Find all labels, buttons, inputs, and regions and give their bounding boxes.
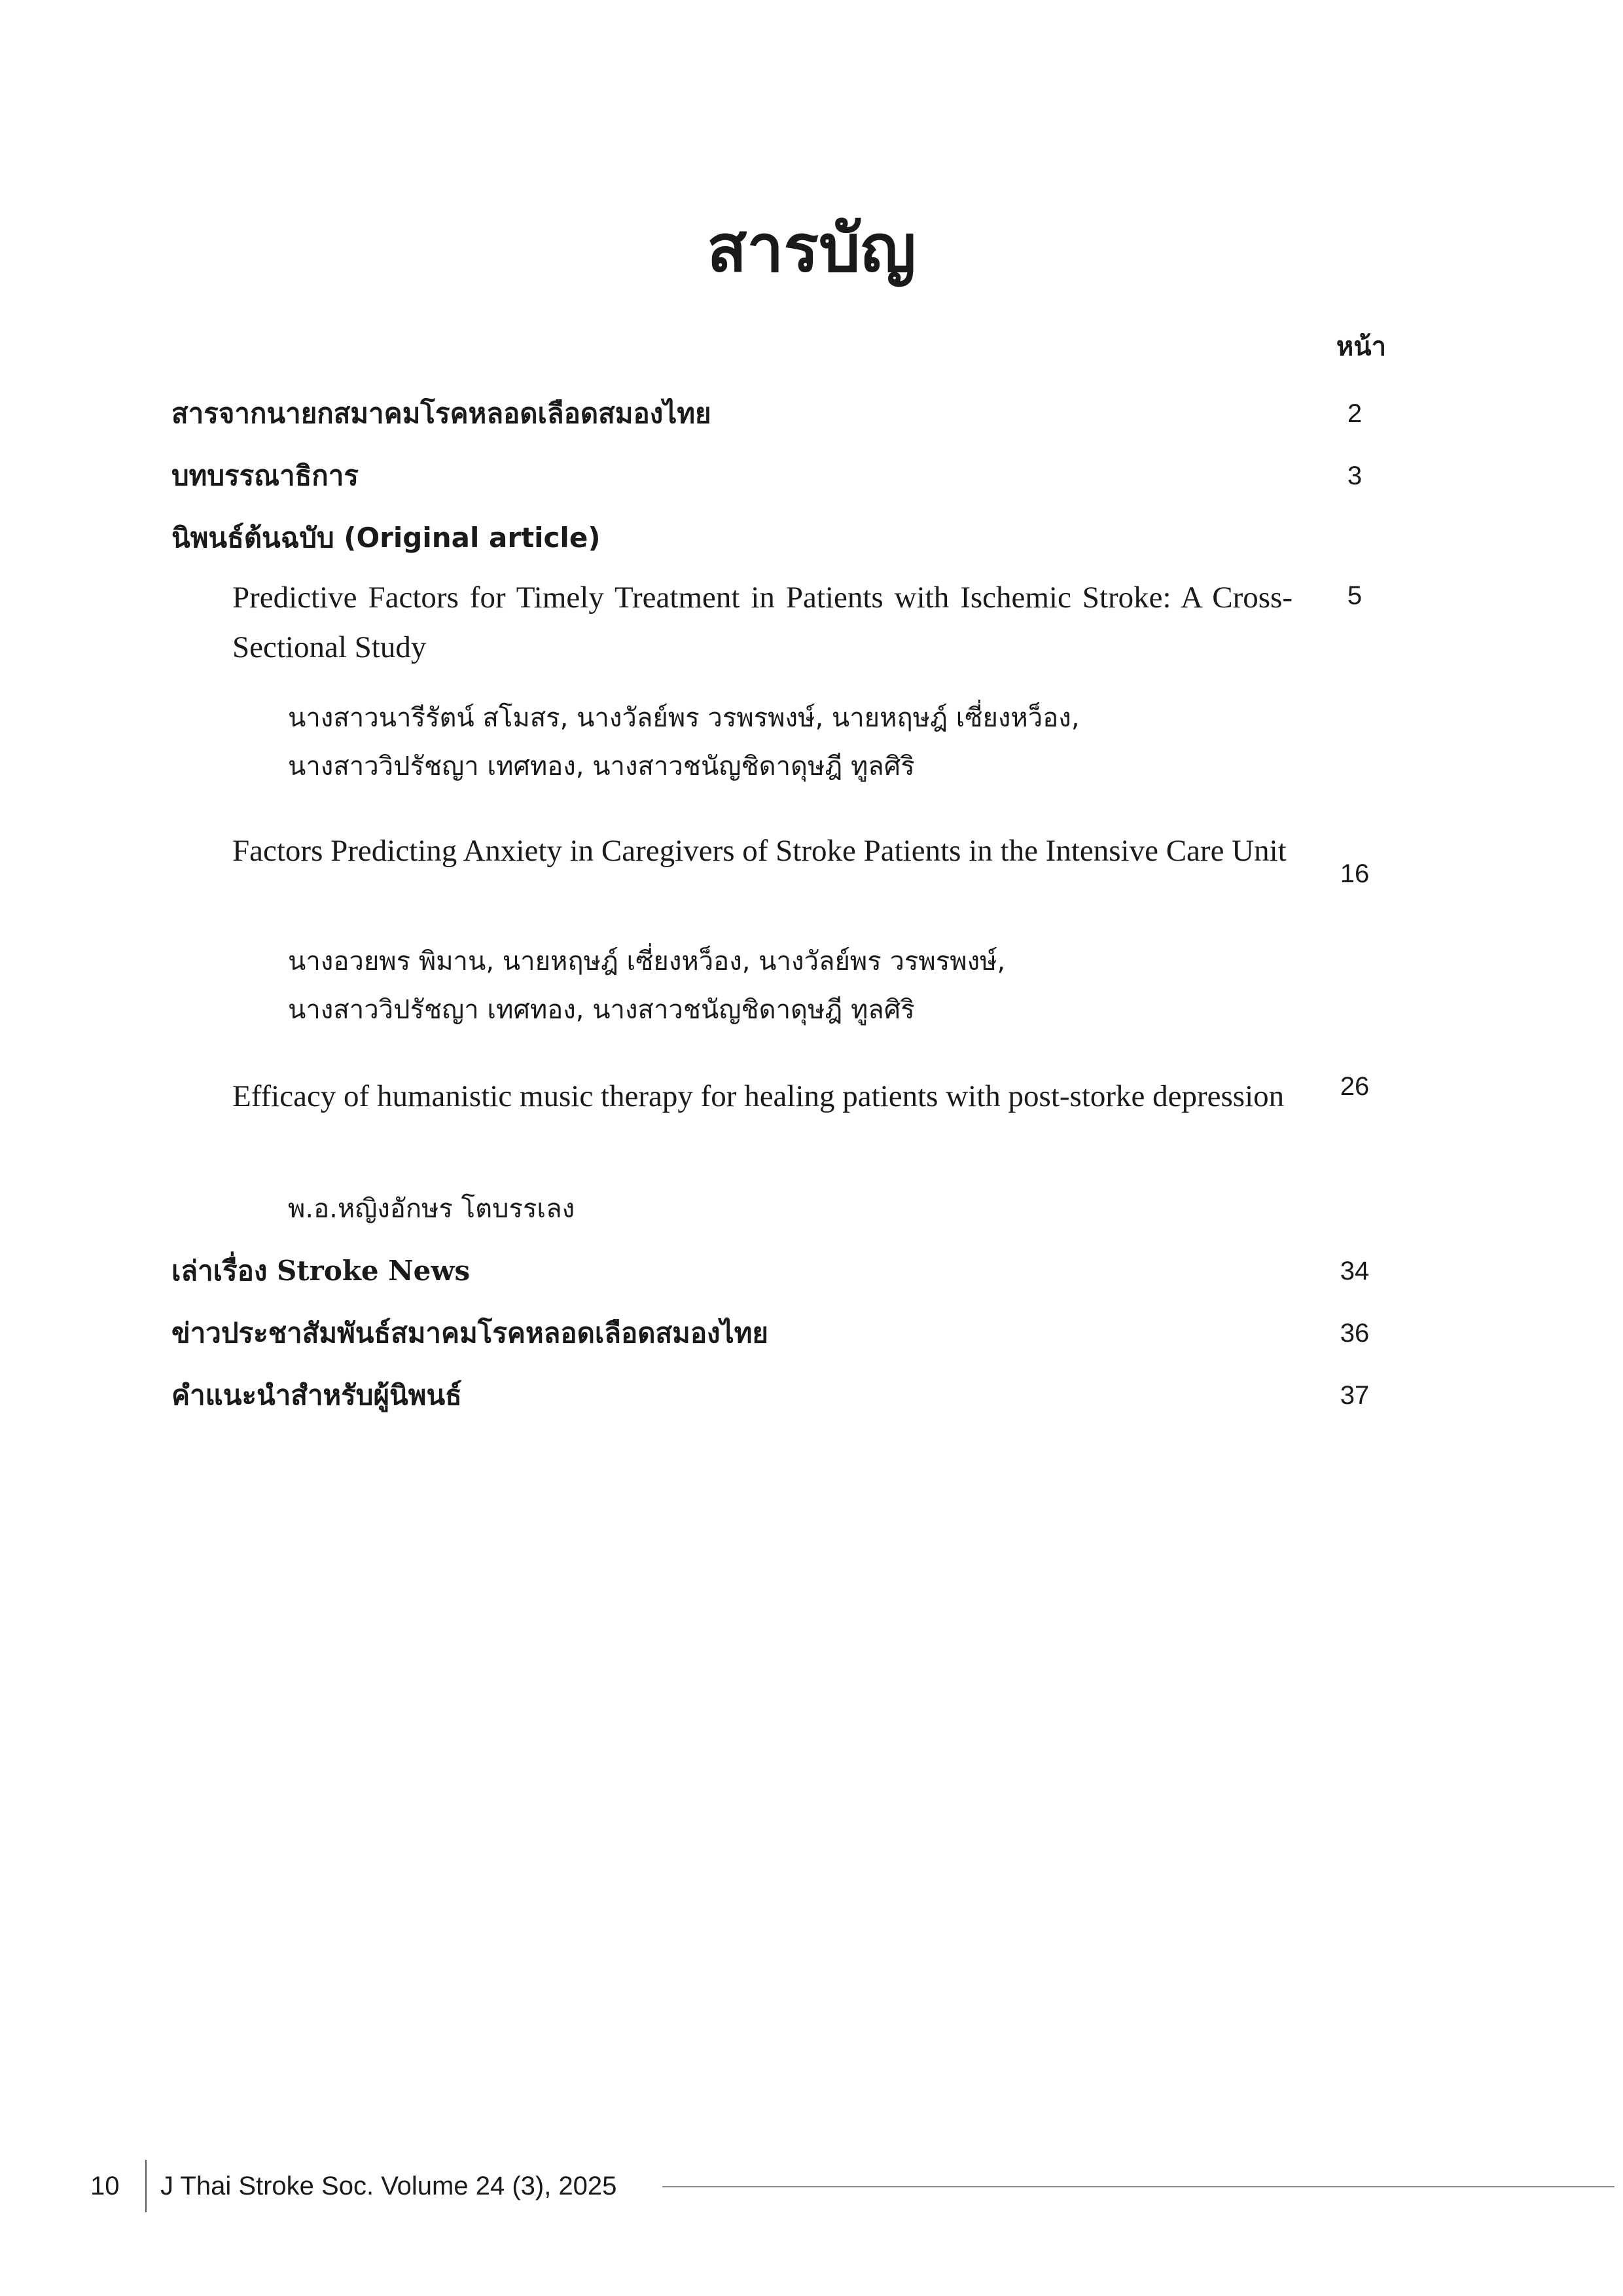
toc-section-label-th: เล่าเรื่อง — [171, 1255, 277, 1287]
toc-section-label: นิพนธ์ต้นฉบับ (Original article) — [171, 522, 601, 554]
footer-rule — [662, 2186, 1614, 2187]
toc-section-president-message[interactable] — [171, 394, 711, 433]
page-title: สารบัญ — [707, 210, 916, 287]
authors-line: นางอวยพร พิมาน, นายหฤษฎ์ เซี่ยงหว็อง, นางวัลย์พร วรพรพงษ์, — [288, 946, 1006, 977]
toc-article-title[interactable]: Efficacy of humanistic music therapy for healing patients with post-storke depression — [232, 1079, 1285, 1113]
toc-page-number: 34 — [1340, 1257, 1370, 1285]
toc-section-public-relations[interactable] — [171, 1314, 768, 1353]
page-column-header: หน้า — [1336, 332, 1387, 362]
toc-page-number: 3 — [1347, 461, 1363, 490]
toc-section-original-article[interactable] — [171, 518, 601, 558]
toc-section-label: บทบรรณาธิการ — [171, 459, 359, 492]
toc-page-number: 36 — [1340, 1319, 1370, 1348]
toc-section-label-th: ข่าวประชาสัมพันธ์สมาคมโรคหลอดเลือดสมองไทย — [171, 1317, 768, 1349]
toc-section-stroke-news[interactable] — [171, 1251, 470, 1291]
toc-section-label: สารจากนายกสมาคมโรคหลอดเลือดสมองไทย — [171, 397, 711, 429]
toc-section-label-th: คำแนะนำสำหรับผู้นิพนธ์ — [171, 1379, 462, 1411]
toc-page-number: 2 — [1347, 399, 1363, 428]
toc-page-number: 5 — [1347, 581, 1363, 610]
footer-journal-citation: J Thai Stroke Soc. Volume 24 (3), 2025 — [160, 2172, 617, 2200]
footer-divider — [145, 2160, 147, 2212]
toc-article-title[interactable]: Factors Predicting Anxiety in Caregivers of Stroke Patients in the Intensive Care Unit — [232, 834, 1287, 868]
toc-section-editorial[interactable] — [171, 456, 359, 495]
toc-page-number: 26 — [1340, 1072, 1370, 1101]
authors-line: นางสาวนารีรัตน์ สโมสร, นางวัลย์พร วรพรพงษ์, นายหฤษฎ์ เซี่ยงหว็อง, — [288, 703, 1080, 733]
toc-page-number: 37 — [1340, 1381, 1370, 1410]
authors-line: นางสาววิปรัชญา เทศทอง, นางสาวชนัญชิดาดุษฎี ทูลศิริ — [288, 995, 915, 1025]
toc-section-author-guidelines[interactable] — [171, 1376, 462, 1415]
toc-article-authors — [288, 937, 1309, 1034]
toc-article-title[interactable]: Predictive Factors for Timely Treatment in Patients with Ischemic Stroke: A Cross-Sectional Study — [232, 581, 1293, 664]
authors-line: พ.อ.หญิงอักษร โตบรรเลง — [288, 1194, 575, 1224]
toc-section-label-en: Stroke News — [276, 1255, 471, 1287]
authors-line: นางสาววิปรัชญา เทศทอง, นางสาวชนัญชิดาดุษฎี ทูลศิริ — [288, 751, 915, 781]
footer-page-number: 10 — [90, 2172, 120, 2200]
toc-page-number: 16 — [1340, 859, 1370, 888]
toc-article-authors — [288, 1185, 1309, 1233]
toc-article-authors — [288, 694, 1309, 791]
